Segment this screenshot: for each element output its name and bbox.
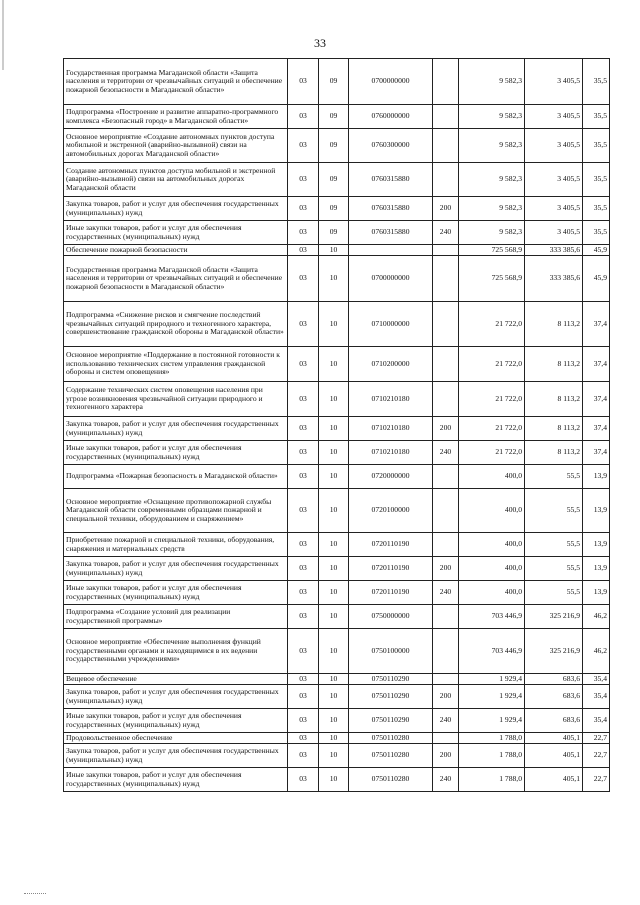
cell-vr — [433, 489, 459, 533]
table-row — [64, 302, 610, 347]
cell-fact: 55,5 — [525, 533, 583, 557]
table-row — [64, 629, 610, 674]
cell-rz: 03 — [288, 768, 319, 792]
table-row — [64, 744, 610, 768]
cell-rz: 03 — [288, 347, 319, 382]
cell-pr: 10 — [319, 256, 349, 302]
cell-vr: 200 — [433, 197, 459, 221]
cell-csr: 0750110290 — [349, 674, 433, 685]
cell-pr: 09 — [319, 221, 349, 245]
cell-pr: 10 — [319, 489, 349, 533]
table-row — [64, 59, 610, 105]
cell-rz: 03 — [288, 105, 319, 129]
cell-pct: 13,9 — [583, 557, 610, 581]
cell-pct: 37,4 — [583, 302, 610, 347]
cell-csr: 0750110280 — [349, 733, 433, 744]
table-row — [64, 256, 610, 302]
cell-name: Иные закупки товаров, работ и услуг для обеспечения государственных (муниципальных) нужд — [64, 441, 288, 465]
cell-vr: 240 — [433, 709, 459, 733]
cell-vr — [433, 382, 459, 417]
cell-plan: 1 929,4 — [459, 674, 525, 685]
cell-name: Государственная программа Магаданской области «Защита населения и территории от чрезвычайных ситуаций и обеспечение пожарной безопасности в Магаданской области» — [64, 256, 288, 302]
cell-fact: 405,1 — [525, 744, 583, 768]
cell-fact: 683,6 — [525, 709, 583, 733]
cell-plan: 9 582,3 — [459, 221, 525, 245]
cell-plan: 1 929,4 — [459, 685, 525, 709]
cell-vr: 240 — [433, 221, 459, 245]
cell-plan: 400,0 — [459, 581, 525, 605]
cell-plan: 725 568,9 — [459, 245, 525, 256]
cell-vr — [433, 465, 459, 489]
cell-fact: 3 405,5 — [525, 59, 583, 105]
cell-csr: 0760315880 — [349, 197, 433, 221]
cell-csr: 0700000000 — [349, 256, 433, 302]
cell-name: Иные закупки товаров, работ и услуг для обеспечения государственных (муниципальных) нужд — [64, 768, 288, 792]
table-row — [64, 382, 610, 417]
cell-vr: 240 — [433, 768, 459, 792]
cell-csr: 0760315880 — [349, 163, 433, 197]
cell-rz: 03 — [288, 709, 319, 733]
cell-csr: 0760315880 — [349, 221, 433, 245]
table-row — [64, 489, 610, 533]
cell-vr — [433, 533, 459, 557]
page-number: 33 — [314, 36, 326, 50]
cell-vr — [433, 163, 459, 197]
cell-pct: 13,9 — [583, 465, 610, 489]
cell-rz: 03 — [288, 441, 319, 465]
cell-name: Подпрограмма «Пожарная безопасность в Магаданской области» — [64, 465, 288, 489]
cell-fact: 405,1 — [525, 768, 583, 792]
cell-csr: 0700000000 — [349, 59, 433, 105]
cell-csr: 0720000000 — [349, 465, 433, 489]
cell-fact: 325 216,9 — [525, 629, 583, 674]
cell-vr — [433, 629, 459, 674]
cell-rz: 03 — [288, 629, 319, 674]
cell-fact: 3 405,5 — [525, 163, 583, 197]
cell-csr: 0750110290 — [349, 685, 433, 709]
cell-name: Основное мероприятие «Обеспечение выполнения функций государственными органами и находящимися в их ведении государственными учреждениями» — [64, 629, 288, 674]
cell-pr: 10 — [319, 744, 349, 768]
cell-pr: 10 — [319, 768, 349, 792]
cell-rz: 03 — [288, 163, 319, 197]
cell-plan: 400,0 — [459, 465, 525, 489]
cell-plan: 703 446,9 — [459, 605, 525, 629]
cell-pr: 10 — [319, 581, 349, 605]
cell-name: Обеспечение пожарной безопасности — [64, 245, 288, 256]
cell-vr — [433, 302, 459, 347]
cell-rz: 03 — [288, 221, 319, 245]
cell-pr: 10 — [319, 441, 349, 465]
cell-csr: 0750110280 — [349, 768, 433, 792]
cell-fact: 333 385,6 — [525, 256, 583, 302]
cell-name: Закупка товаров, работ и услуг для обеспечения государственных (муниципальных) нужд — [64, 557, 288, 581]
cell-pct: 35,5 — [583, 197, 610, 221]
table-row — [64, 129, 610, 163]
cell-pr: 10 — [319, 382, 349, 417]
cell-plan: 21 722,0 — [459, 441, 525, 465]
cell-name: Создание автономных пунктов доступа мобильной и экстренной (аварийно-вызывной) связи на автомобильных дорогах Магаданской области — [64, 163, 288, 197]
cell-rz: 03 — [288, 465, 319, 489]
cell-name: Подпрограмма «Снижение рисков и смягчение последствий чрезвычайных ситуаций природного и техногенного характера, совершенствование гражданской обороны в Магаданской области» — [64, 302, 288, 347]
cell-rz: 03 — [288, 256, 319, 302]
cell-rz: 03 — [288, 685, 319, 709]
cell-pct: 35,4 — [583, 674, 610, 685]
cell-csr — [349, 245, 433, 256]
cell-pr: 10 — [319, 685, 349, 709]
cell-csr: 0720110190 — [349, 581, 433, 605]
cell-vr — [433, 129, 459, 163]
cell-csr: 0720100000 — [349, 489, 433, 533]
cell-name: Государственная программа Магаданской области «Защита населения и территории от чрезвычайных ситуаций и обеспечение пожарной безопасности в Магаданской области» — [64, 59, 288, 105]
cell-fact: 683,6 — [525, 674, 583, 685]
cell-csr: 0710210180 — [349, 382, 433, 417]
budget-table — [63, 58, 610, 792]
table-row — [64, 733, 610, 744]
cell-pct: 46,2 — [583, 605, 610, 629]
cell-csr: 0760000000 — [349, 105, 433, 129]
cell-vr — [433, 245, 459, 256]
table-row — [64, 465, 610, 489]
cell-name: Закупка товаров, работ и услуг для обеспечения государственных (муниципальных) нужд — [64, 197, 288, 221]
table-row — [64, 105, 610, 129]
table-row — [64, 441, 610, 465]
cell-plan: 1 788,0 — [459, 733, 525, 744]
cell-rz: 03 — [288, 417, 319, 441]
cell-pr: 10 — [319, 245, 349, 256]
cell-rz: 03 — [288, 245, 319, 256]
cell-csr: 0750110290 — [349, 709, 433, 733]
cell-plan: 9 582,3 — [459, 105, 525, 129]
cell-fact: 333 385,6 — [525, 245, 583, 256]
cell-plan: 9 582,3 — [459, 129, 525, 163]
cell-plan: 9 582,3 — [459, 163, 525, 197]
cell-pr: 10 — [319, 302, 349, 347]
cell-fact: 3 405,5 — [525, 197, 583, 221]
cell-csr: 0720110190 — [349, 533, 433, 557]
cell-fact: 405,1 — [525, 733, 583, 744]
cell-pct: 35,4 — [583, 685, 610, 709]
cell-fact: 8 113,2 — [525, 347, 583, 382]
cell-rz: 03 — [288, 605, 319, 629]
cell-pct: 22,7 — [583, 733, 610, 744]
cell-pct: 46,2 — [583, 629, 610, 674]
cell-rz: 03 — [288, 59, 319, 105]
table-row — [64, 557, 610, 581]
cell-vr: 240 — [433, 441, 459, 465]
cell-name: Основное мероприятие «Оснащение противопожарной службы Магаданской области современными образцами пожарной и специальной техники, оборудованием и снаряжением» — [64, 489, 288, 533]
cell-pct: 35,4 — [583, 709, 610, 733]
table-row — [64, 163, 610, 197]
cell-pct: 37,4 — [583, 382, 610, 417]
cell-pr: 10 — [319, 674, 349, 685]
cell-vr: 200 — [433, 417, 459, 441]
cell-csr: 0720110190 — [349, 557, 433, 581]
cell-rz: 03 — [288, 197, 319, 221]
cell-rz: 03 — [288, 581, 319, 605]
cell-fact: 55,5 — [525, 581, 583, 605]
cell-fact: 8 113,2 — [525, 441, 583, 465]
cell-vr: 240 — [433, 581, 459, 605]
cell-name: Основное мероприятие «Поддержание в постоянной готовности к использованию технических систем управления гражданской обороны и систем оповещения» — [64, 347, 288, 382]
cell-pr: 10 — [319, 733, 349, 744]
cell-name: Подпрограмма «Создание условий для реализации государственной программы» — [64, 605, 288, 629]
cell-pct: 13,9 — [583, 489, 610, 533]
cell-fact: 3 405,5 — [525, 221, 583, 245]
table-row — [64, 533, 610, 557]
cell-name: Иные закупки товаров, работ и услуг для обеспечения государственных (муниципальных) нужд — [64, 221, 288, 245]
cell-csr: 0750100000 — [349, 629, 433, 674]
table-row — [64, 347, 610, 382]
cell-fact: 8 113,2 — [525, 382, 583, 417]
cell-name: Содержание технических систем оповещения населения при угрозе возникновения чрезвычайной ситуации природного и техногенного характера — [64, 382, 288, 417]
table-row — [64, 768, 610, 792]
table-row — [64, 197, 610, 221]
cell-pr: 10 — [319, 629, 349, 674]
cell-plan: 400,0 — [459, 489, 525, 533]
cell-pct: 35,5 — [583, 59, 610, 105]
cell-rz: 03 — [288, 744, 319, 768]
cell-name: Закупка товаров, работ и услуг для обеспечения государственных (муниципальных) нужд — [64, 685, 288, 709]
cell-pr: 10 — [319, 605, 349, 629]
cell-pct: 37,4 — [583, 347, 610, 382]
cell-vr — [433, 59, 459, 105]
cell-vr — [433, 605, 459, 629]
cell-pct: 35,5 — [583, 129, 610, 163]
cell-pct: 45,9 — [583, 256, 610, 302]
cell-pr: 10 — [319, 709, 349, 733]
cell-plan: 400,0 — [459, 557, 525, 581]
cell-vr — [433, 674, 459, 685]
cell-plan: 9 582,3 — [459, 59, 525, 105]
cell-fact: 55,5 — [525, 489, 583, 533]
cell-pr: 10 — [319, 465, 349, 489]
margin-mark — [24, 893, 46, 894]
cell-plan: 725 568,9 — [459, 256, 525, 302]
cell-vr: 200 — [433, 557, 459, 581]
cell-plan: 21 722,0 — [459, 347, 525, 382]
table-row — [64, 245, 610, 256]
table-row — [64, 417, 610, 441]
cell-vr: 200 — [433, 744, 459, 768]
cell-name: Вещевое обеспечение — [64, 674, 288, 685]
cell-pct: 45,9 — [583, 245, 610, 256]
cell-fact: 3 405,5 — [525, 105, 583, 129]
cell-pr: 09 — [319, 163, 349, 197]
table-row — [64, 674, 610, 685]
cell-pr: 10 — [319, 417, 349, 441]
cell-plan: 703 446,9 — [459, 629, 525, 674]
cell-fact: 8 113,2 — [525, 417, 583, 441]
scan-edge-shadow — [2, 0, 4, 70]
cell-rz: 03 — [288, 557, 319, 581]
cell-pr: 10 — [319, 557, 349, 581]
cell-fact: 55,5 — [525, 465, 583, 489]
cell-pct: 13,9 — [583, 581, 610, 605]
cell-pr: 09 — [319, 197, 349, 221]
table-body — [64, 59, 610, 792]
cell-pr: 09 — [319, 105, 349, 129]
table-row — [64, 685, 610, 709]
cell-rz: 03 — [288, 382, 319, 417]
cell-name: Закупка товаров, работ и услуг для обеспечения государственных (муниципальных) нужд — [64, 417, 288, 441]
cell-vr — [433, 347, 459, 382]
cell-vr — [433, 256, 459, 302]
cell-name: Основное мероприятие «Создание автономных пунктов доступа мобильной и экстренной (аварийно-вызывной) связи на автомобильных дорогах Магаданской области» — [64, 129, 288, 163]
cell-csr: 0710210180 — [349, 441, 433, 465]
cell-plan: 21 722,0 — [459, 302, 525, 347]
cell-fact: 683,6 — [525, 685, 583, 709]
cell-pr: 10 — [319, 533, 349, 557]
cell-rz: 03 — [288, 733, 319, 744]
cell-pr: 10 — [319, 347, 349, 382]
cell-pct: 35,5 — [583, 163, 610, 197]
table-row — [64, 605, 610, 629]
cell-plan: 1 929,4 — [459, 709, 525, 733]
cell-csr: 0710200000 — [349, 347, 433, 382]
cell-rz: 03 — [288, 674, 319, 685]
cell-csr: 0750000000 — [349, 605, 433, 629]
cell-plan: 400,0 — [459, 533, 525, 557]
cell-plan: 9 582,3 — [459, 197, 525, 221]
cell-rz: 03 — [288, 489, 319, 533]
table-row — [64, 221, 610, 245]
cell-name: Иные закупки товаров, работ и услуг для обеспечения государственных (муниципальных) нужд — [64, 709, 288, 733]
cell-fact: 8 113,2 — [525, 302, 583, 347]
cell-name: Продовольственное обеспечение — [64, 733, 288, 744]
cell-vr — [433, 733, 459, 744]
cell-vr: 200 — [433, 685, 459, 709]
cell-pr: 09 — [319, 59, 349, 105]
cell-pct: 35,5 — [583, 105, 610, 129]
cell-fact: 55,5 — [525, 557, 583, 581]
cell-plan: 21 722,0 — [459, 417, 525, 441]
cell-pct: 22,7 — [583, 744, 610, 768]
cell-csr: 0710210180 — [349, 417, 433, 441]
cell-rz: 03 — [288, 302, 319, 347]
cell-name: Подпрограмма «Построение и развитие аппаратно-программного комплекса «Безопасный город» в Магаданской области» — [64, 105, 288, 129]
cell-plan: 1 788,0 — [459, 744, 525, 768]
cell-plan: 21 722,0 — [459, 382, 525, 417]
cell-vr — [433, 105, 459, 129]
cell-fact: 325 216,9 — [525, 605, 583, 629]
cell-pct: 37,4 — [583, 417, 610, 441]
cell-pr: 09 — [319, 129, 349, 163]
cell-csr: 0750110280 — [349, 744, 433, 768]
cell-fact: 3 405,5 — [525, 129, 583, 163]
cell-rz: 03 — [288, 533, 319, 557]
cell-rz: 03 — [288, 129, 319, 163]
table-row — [64, 581, 610, 605]
cell-pct: 13,9 — [583, 533, 610, 557]
cell-csr: 0760300000 — [349, 129, 433, 163]
cell-name: Иные закупки товаров, работ и услуг для обеспечения государственных (муниципальных) нужд — [64, 581, 288, 605]
cell-name: Приобретение пожарной и специальной техники, оборудования, снаряжения и материальных средств — [64, 533, 288, 557]
cell-pct: 37,4 — [583, 441, 610, 465]
table-row — [64, 709, 610, 733]
cell-csr: 0710000000 — [349, 302, 433, 347]
cell-pct: 35,5 — [583, 221, 610, 245]
cell-pct: 22,7 — [583, 768, 610, 792]
cell-name: Закупка товаров, работ и услуг для обеспечения государственных (муниципальных) нужд — [64, 744, 288, 768]
cell-plan: 1 788,0 — [459, 768, 525, 792]
